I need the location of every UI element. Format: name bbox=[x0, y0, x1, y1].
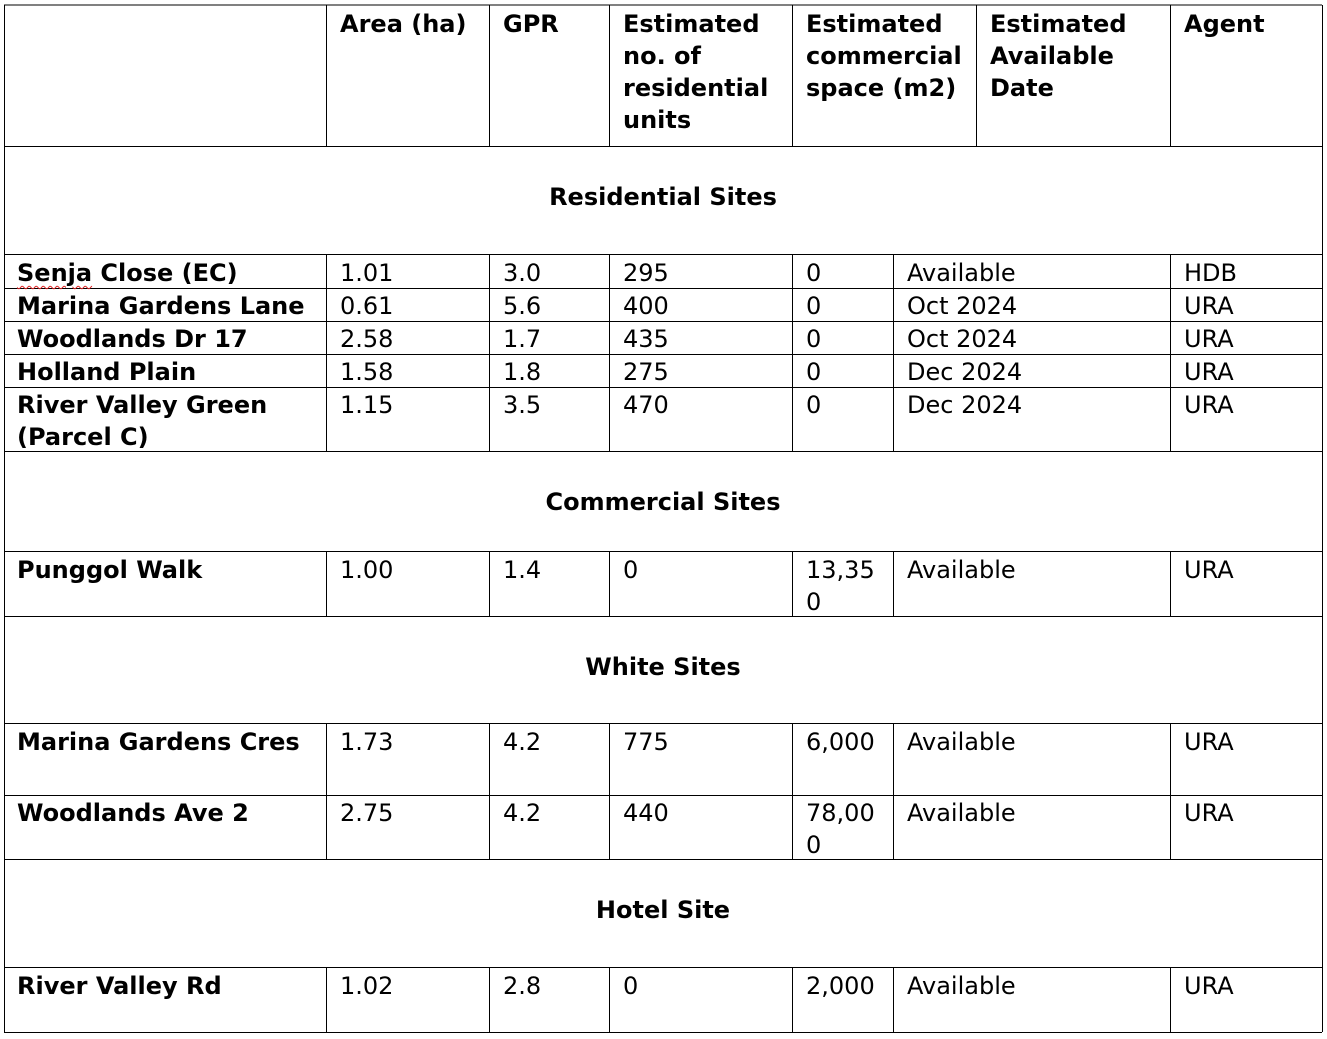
site-name: River Valley Green (Parcel C) bbox=[17, 391, 268, 451]
cell-date: Oct 2024 bbox=[907, 292, 1018, 320]
cell-date: Dec 2024 bbox=[907, 358, 1023, 386]
site-name: Punggol Walk bbox=[17, 556, 203, 584]
cell-commercial: 78,000 bbox=[806, 799, 875, 859]
cell-commercial: 2,000 bbox=[806, 972, 875, 1000]
site-name: Marina Gardens Lane bbox=[17, 292, 305, 320]
cell-commercial: 0 bbox=[806, 325, 822, 353]
cell-commercial: 0 bbox=[806, 292, 822, 320]
cell-agent: URA bbox=[1184, 391, 1234, 419]
cell-area: 1.02 bbox=[340, 972, 394, 1000]
cell-date: Dec 2024 bbox=[907, 391, 1023, 419]
cell-units: 440 bbox=[623, 799, 669, 827]
cell-commercial: 6,000 bbox=[806, 728, 875, 756]
cell-area: 2.58 bbox=[340, 325, 394, 353]
cell-units: 0 bbox=[623, 972, 639, 1000]
cell-units: 470 bbox=[623, 391, 669, 419]
cell-date: Available bbox=[907, 799, 1016, 827]
cell-agent: URA bbox=[1184, 972, 1234, 1000]
site-name: Woodlands Dr 17 bbox=[17, 325, 248, 353]
section-title: Residential Sites bbox=[549, 183, 777, 211]
cell-area: 2.75 bbox=[340, 799, 394, 827]
header-units: Estimated no. of residential units bbox=[623, 10, 769, 134]
section-title: White Sites bbox=[585, 653, 741, 681]
cell-units: 275 bbox=[623, 358, 669, 386]
cell-commercial: 13,350 bbox=[806, 556, 875, 616]
cell-gpr: 4.2 bbox=[503, 799, 542, 827]
spellcheck-mark: Senja bbox=[17, 259, 93, 287]
cell-area: 0.61 bbox=[340, 292, 394, 320]
site-name: River Valley Rd bbox=[17, 972, 222, 1000]
section-title: Commercial Sites bbox=[545, 488, 781, 516]
site-name: Marina Gardens Cres bbox=[17, 728, 300, 756]
cell-area: 1.58 bbox=[340, 358, 394, 386]
cell-gpr: 1.8 bbox=[503, 358, 542, 386]
site-name: Senja Close (EC) bbox=[17, 259, 238, 287]
header-gpr: GPR bbox=[503, 10, 559, 38]
cell-gpr: 1.7 bbox=[503, 325, 542, 353]
cell-date: Available bbox=[907, 728, 1016, 756]
cell-commercial: 0 bbox=[806, 259, 822, 287]
cell-area: 1.00 bbox=[340, 556, 394, 584]
cell-agent: URA bbox=[1184, 325, 1234, 353]
cell-gpr: 2.8 bbox=[503, 972, 542, 1000]
cell-area: 1.73 bbox=[340, 728, 394, 756]
site-name: Holland Plain bbox=[17, 358, 197, 386]
cell-gpr: 4.2 bbox=[503, 728, 542, 756]
cell-date: Available bbox=[907, 259, 1016, 287]
cell-units: 295 bbox=[623, 259, 669, 287]
cell-date: Oct 2024 bbox=[907, 325, 1018, 353]
cell-agent: URA bbox=[1184, 728, 1234, 756]
cell-date: Available bbox=[907, 556, 1016, 584]
cell-commercial: 0 bbox=[806, 358, 822, 386]
cell-units: 0 bbox=[623, 556, 639, 584]
cell-date: Available bbox=[907, 972, 1016, 1000]
cell-units: 435 bbox=[623, 325, 669, 353]
cell-gpr: 3.0 bbox=[503, 259, 542, 287]
cell-gpr: 5.6 bbox=[503, 292, 542, 320]
section-title: Hotel Site bbox=[595, 896, 731, 924]
cell-agent: URA bbox=[1184, 358, 1234, 386]
cell-area: 1.15 bbox=[340, 391, 394, 419]
header-area: Area (ha) bbox=[340, 10, 467, 38]
cell-area: 1.01 bbox=[340, 259, 394, 287]
cell-commercial: 0 bbox=[806, 391, 822, 419]
cell-units: 775 bbox=[623, 728, 669, 756]
cell-agent: URA bbox=[1184, 799, 1234, 827]
header-date: Estimated Available Date bbox=[990, 10, 1127, 102]
cell-agent: HDB bbox=[1184, 259, 1237, 287]
header-commercial: Estimated commercial space (m2) bbox=[806, 10, 962, 102]
cell-units: 400 bbox=[623, 292, 669, 320]
header-agent: Agent bbox=[1184, 10, 1265, 38]
cell-gpr: 3.5 bbox=[503, 391, 542, 419]
cell-agent: URA bbox=[1184, 292, 1234, 320]
cell-gpr: 1.4 bbox=[503, 556, 542, 584]
site-name: Woodlands Ave 2 bbox=[17, 799, 249, 827]
cell-agent: URA bbox=[1184, 556, 1234, 584]
